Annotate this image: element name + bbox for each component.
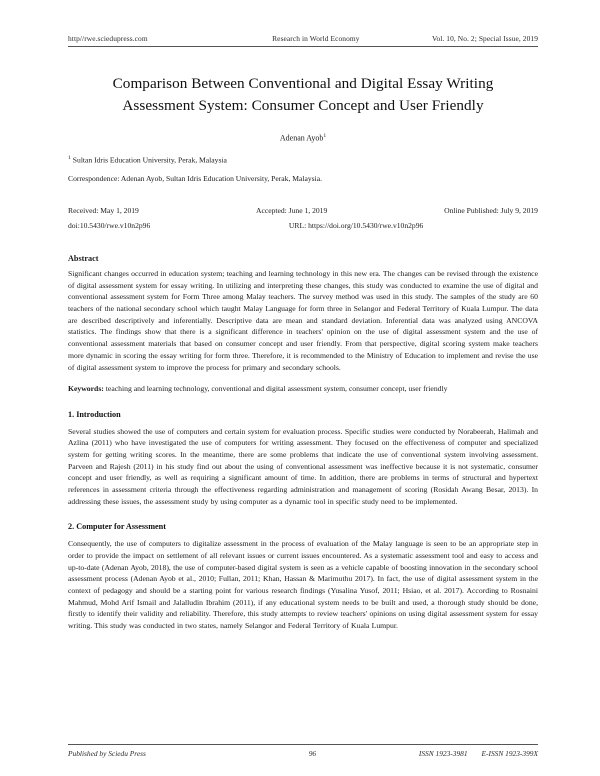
doi-row [68, 220, 538, 232]
publisher-name: Published by Sciedu Press [68, 749, 146, 758]
page-footer [68, 744, 538, 758]
keywords-text: teaching and learning technology, conventional and digital assessment system, consumer concept, user friendly [103, 384, 448, 394]
footer-row [68, 749, 538, 758]
abstract-section [68, 254, 538, 373]
page-number: 96 [308, 749, 317, 758]
title-line-1: Comparison Between Conventional and Digital Essay Writing [112, 75, 494, 92]
issn-print: ISSN 1923-3981 [418, 749, 468, 758]
received-date: Received: May 1, 2019 [68, 206, 139, 216]
issn-block [419, 749, 538, 758]
page-title [68, 73, 538, 116]
header-divider [68, 46, 538, 47]
affiliation-marker: 1 [68, 154, 71, 161]
issn-electronic: E-ISSN 1923-399X [481, 749, 538, 758]
section-introduction [68, 410, 538, 508]
abstract-text: Significant changes occurred in education system; teaching and learning technology in this new era. The changes can be revised through the existence of digital assessment system for essay writing. In utilizing and interpreting these changes, this study was conducted to examine the use of digital and conventional assessment system for Form Three among Malay teachers. The survey method was used in this study. The samples of the study are 60 teachers of the national secondary school which taught Malay Language for form three in Selangor and Federal Territory of Kuala Lumpur. The data are described descriptively and inferentially. Descriptive data are mean and standard deviation. Inferential data was analyzed using ANCOVA statistics. The findings show that there is a significant difference in teachers' opinion on the use of digital assessment system and the use of conventional assessment materials that based on consumer concept and user friendly. From that perspective, digital scoring system make teachers more dynamic in scoring the essay writing for form three. Therefore, it is recommended to the Ministry of Education to implement and revise the use of digital assessment system to improve the process for primary and secondary schools. [68, 268, 538, 372]
issue-info: Vol. 10, No. 2; Special Issue, 2019 [431, 34, 538, 43]
footer-divider [68, 744, 538, 745]
abstract-heading: Abstract [68, 253, 99, 263]
section-2-heading: 2. Computer for Assessment [68, 522, 166, 532]
keywords-line [68, 383, 538, 395]
journal-name: Research in World Economy [272, 34, 360, 43]
author-name: Adenan Ayob [279, 133, 324, 143]
affiliation-line [68, 154, 538, 166]
title-line-2: Assessment System: Consumer Concept and User Friendly [122, 96, 484, 114]
section-2-text: Consequently, the use of computers to digitalize assessment in the process of evaluation of the Malay language is seen to be an appropriate step in order to provide the impact on settlement of all relevant issues or current issues encountered. As a systematic assessment tool and easy to access and up-to-date (Adenan Ayob, 2018), the use of computer-based digital system is seen as a vehicle capable of boosting innovation in the secondary school assessment process (Adenan Ayob et al., 2010; Fullan, 2011; Khan, Hassan & Marimuthu 2017). In fact, the use of digital assessment system in the context of pedagogy and should be a starting point for various research findings (Yusalina Yusof, 2011; Hsiao, et al. 2017). According to Rosnaini Mahmud, Mohd Arif Ismail and Jalalludin Ibrahim (2011), if any educational system needs to be built and used, a thorough study should be done, firstly to identify their validity and reliability. Therefore, this study attempts to review teachers' opinions on using digital assessment system for essay writing. This study was conducted in two states, namely Selangor and Federal Territory of Kuala Lumpur. [68, 539, 538, 631]
doi-url[interactable]: URL: https://doi.org/10.5430/rwe.v10n2p96 [288, 221, 424, 231]
accepted-date: Accepted: June 1, 2019 [256, 206, 328, 216]
journal-url[interactable]: http//rwe.sciedupress.com [68, 34, 148, 43]
dates-row [68, 205, 538, 217]
title-block [68, 73, 538, 116]
online-published-date: Online Published: July 9, 2019 [444, 206, 538, 216]
section-1-heading: 1. Introduction [68, 409, 121, 419]
correspondence-line: Correspondence: Adenan Ayob, Sultan Idris Education University, Perak, Malaysia. [68, 174, 322, 184]
author-affiliation-marker: 1 [323, 133, 327, 140]
section-computer-for-assessment [68, 522, 538, 631]
author-line [68, 133, 538, 143]
section-1-text: Several studies showed the use of computers and certain system for evaluation process. Specific studies were conducted by Norabeerah, Halimah and Azlina (2011) who have investigated the use of computers for writing assessment. They focused on the effectiveness of computer and specialized system for getting writing scores. In the meantime, there are some problems that indicate the use of conventional system involving assessment. Parveen and Rajesh (2011) in his study find out about the using of conventional assessment was ineffective because it is not systematic, consumer concept and user friendly, as well as requiring a significant amount of time. In addition, there are problems in terms of structural and hypertext references in assessment criteria through the effectiveness regarding administration and management of scoring (Rosidah Awang Besar, 2013). In addressing these issues, the assessment study by using computer as a dynamic tool in specific study need to be implemented. [68, 426, 538, 506]
running-header [68, 34, 538, 46]
affiliation-text: Sultan Idris Education University, Perak, Malaysia [72, 155, 227, 165]
keywords-label: Keywords: [68, 384, 104, 394]
publication-dates [68, 205, 538, 232]
page-content [68, 34, 538, 632]
doi-value[interactable]: doi:10.5430/rwe.v10n2p96 [68, 221, 151, 231]
